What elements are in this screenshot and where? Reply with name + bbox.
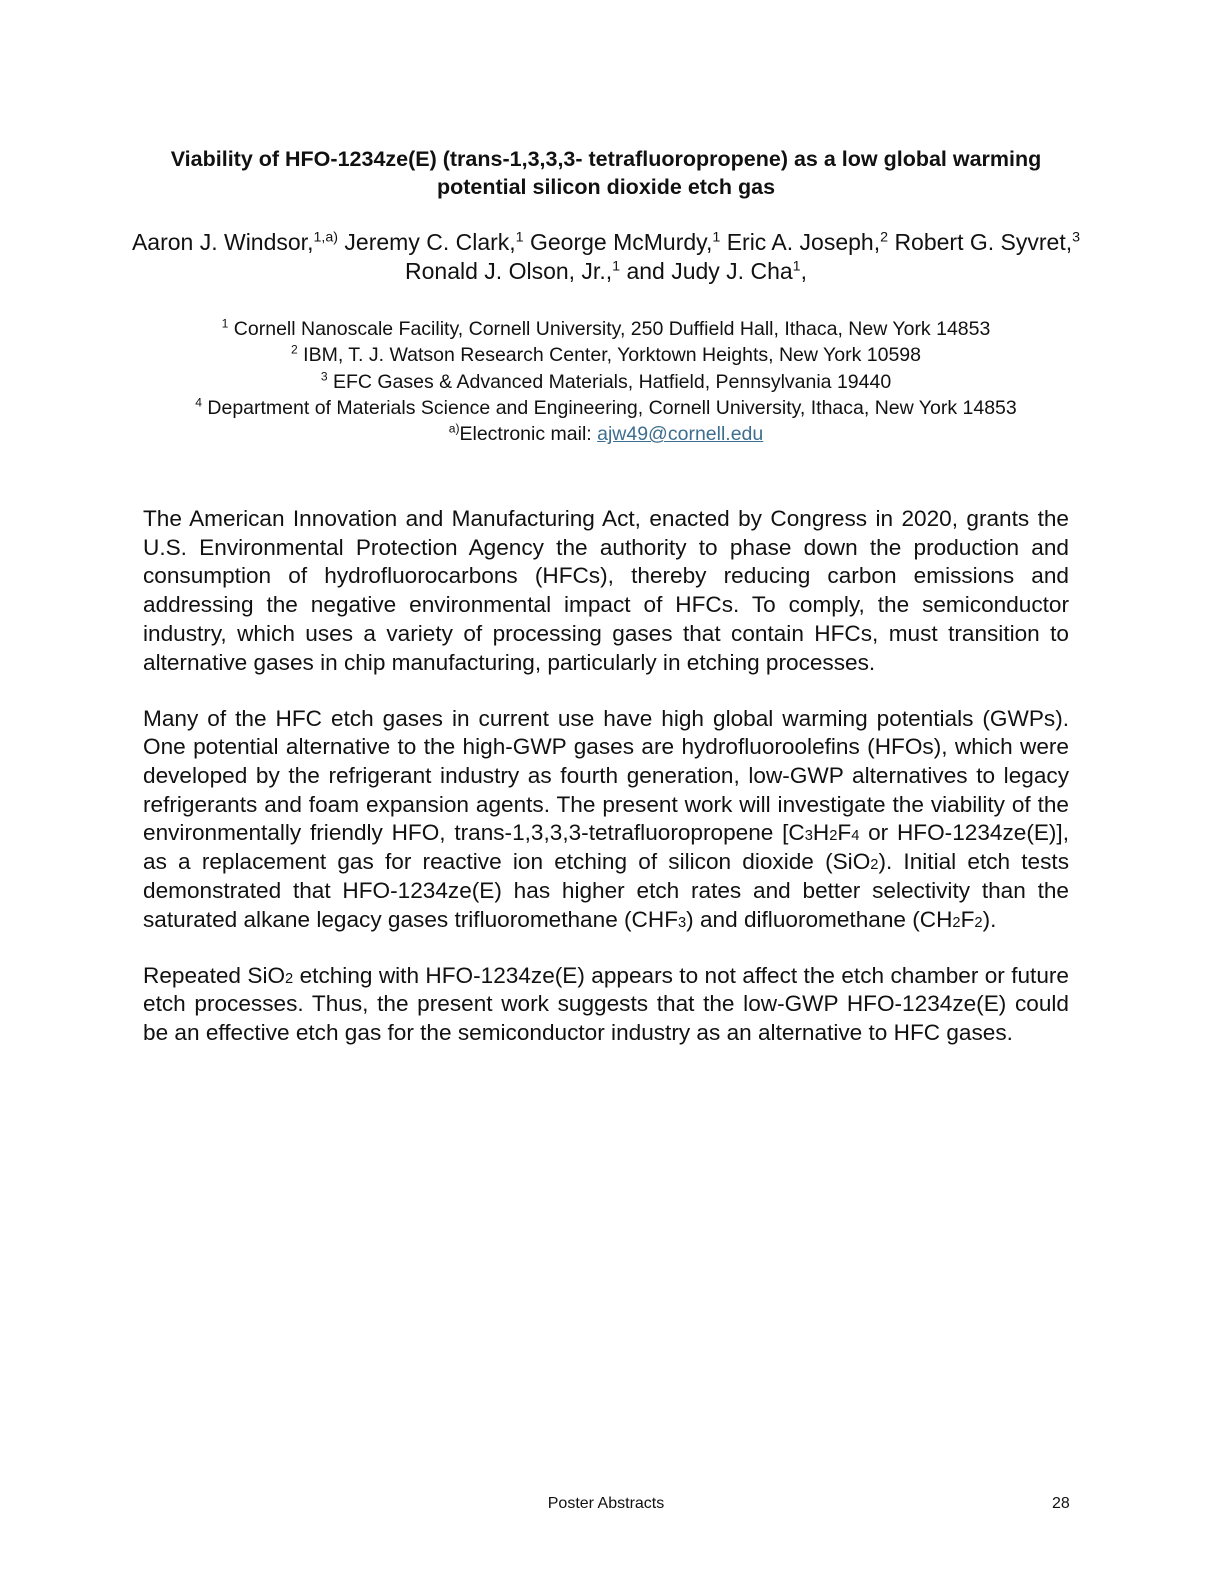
- paragraph-text: ). Initial etch tests demonstrated that HFO-1234ze(E) has higher etch rates and better selectivity than the saturated alkane legacy gases trifluoromethane (CHF: [143, 849, 1069, 932]
- author-affiliation-marker: 1: [612, 258, 621, 275]
- author-name: Aaron J. Windsor,: [131, 229, 314, 255]
- abstract-paragraph: [143, 962, 1069, 1048]
- email-line: [120, 421, 1092, 447]
- chemical-subscript: 2: [829, 828, 838, 845]
- paragraph-text: H: [812, 820, 830, 846]
- affiliation-1: [120, 316, 1092, 342]
- author-affiliation-marker: 1,a): [313, 229, 339, 246]
- affiliation-marker: 3: [320, 369, 328, 384]
- affiliation-list: [120, 316, 1092, 447]
- chemical-subscript: 2: [974, 914, 983, 931]
- email-marker: a): [448, 421, 460, 436]
- paragraph-text: F: [837, 820, 852, 846]
- author-name: Jeremy C. Clark,: [344, 229, 516, 255]
- footer-label: Poster Abstracts: [547, 1495, 665, 1512]
- paragraph-text: Repeated SiO: [143, 962, 286, 988]
- affiliation-text: IBM, T. J. Watson Research Center, Yorktown Heights, New York 10598: [303, 344, 921, 367]
- email-link[interactable]: ajw49@cornell.edu: [597, 423, 764, 446]
- affiliation-text: Cornell Nanoscale Facility, Cornell University, 250 Duffield Hall, Ithaca, New York 14853: [233, 318, 991, 340]
- paragraph-text: ).: [982, 906, 997, 932]
- author-name: Ronald J. Olson, Jr.,: [405, 258, 613, 284]
- abstract-body: [143, 505, 1069, 1075]
- chemical-subscript: 2: [870, 857, 879, 874]
- author-affiliation-marker: 1: [515, 229, 524, 246]
- paragraph-text: F: [960, 906, 975, 932]
- affiliation-text: Department of Materials Science and Engineering, Cornell University, Ithaca, New York 14853: [207, 396, 1017, 419]
- affiliation-2: [120, 342, 1092, 368]
- paper-title: Viability of HFO-1234ze(E) (trans-1,3,3,3- tetrafluoropropene) as a low global warming potential silicon dioxide etch gas: [170, 147, 1042, 199]
- author-name: Robert G. Syvret,: [894, 229, 1073, 255]
- paragraph-text: or HFO-1234ze(E)], as a replacement gas for reactive ion etching of silicon dioxide (SiO: [143, 820, 1069, 875]
- author-name: and Judy J. Cha: [626, 258, 793, 284]
- author-affiliation-marker: 1: [712, 229, 721, 246]
- affiliation-4: [120, 395, 1092, 421]
- author-name: Eric A. Joseph,: [726, 229, 881, 255]
- chemical-subscript: 2: [952, 914, 961, 931]
- chemical-subscript: 3: [678, 914, 687, 931]
- paragraph-text: Many of the HFC etch gases in current use have high global warming potentials (GWPs). One potential alternative to the high-GWP gases are hydrofluoroolefins (HFOs), which were developed by the refrigerant industry as fourth generation, low-GWP alternatives to legacy refrigerants and foam expansion agents. The present work will investigate the viability of the environmentally friendly HFO, trans-1,3,3,3-tetrafluoropropene [C: [143, 705, 1069, 846]
- paragraph-text: The American Innovation and Manufacturing Act, enacted by Congress in 2020, grants the U.S. Environmental Protection Agency the authority to phase down the production and consumption of hydrofluorocarbons (HFCs), thereby reducing carbon emissions and addressing the negative environmental impact of HFCs. To comply, the semiconductor industry, which uses a variety of processing gases that contain HFCs, must transition to alternative gases in chip manufacturing, particularly in etching processes.: [143, 506, 1069, 675]
- page-number: 28: [1052, 1495, 1070, 1512]
- author-list: [120, 228, 1092, 286]
- chemical-subscript: 4: [851, 828, 860, 845]
- author-name: ,: [800, 258, 807, 284]
- affiliation-marker: 4: [195, 395, 202, 410]
- email-label: Electronic mail:: [459, 423, 598, 446]
- affiliation-marker: 2: [291, 342, 298, 357]
- paragraph-text: etching with HFO-1234ze(E) appears to not affect the etch chamber or future etch processes. Thus, the present work suggests that the low-GWP HFO-1234ze(E) could be an effective etch gas for the semiconductor industry as an alternative to HFC gases.: [143, 962, 1069, 1046]
- affiliation-marker: 1: [221, 316, 229, 331]
- author-affiliation-marker: 2: [880, 229, 889, 246]
- affiliation-text: EFC Gases & Advanced Materials, Hatfield, Pennsylvania 19440: [332, 370, 892, 393]
- author-affiliation-marker: 1: [792, 258, 801, 275]
- author-affiliation-marker: 3: [1072, 229, 1081, 246]
- abstract-paragraph: [143, 705, 1069, 935]
- chemical-subscript: 3: [804, 828, 813, 845]
- affiliation-3: [120, 369, 1092, 395]
- chemical-subscript: 2: [285, 970, 294, 987]
- author-name: George McMurdy,: [530, 229, 713, 255]
- paragraph-text: ) and difluoromethane (CH: [686, 906, 953, 932]
- abstract-paragraph: [143, 505, 1069, 677]
